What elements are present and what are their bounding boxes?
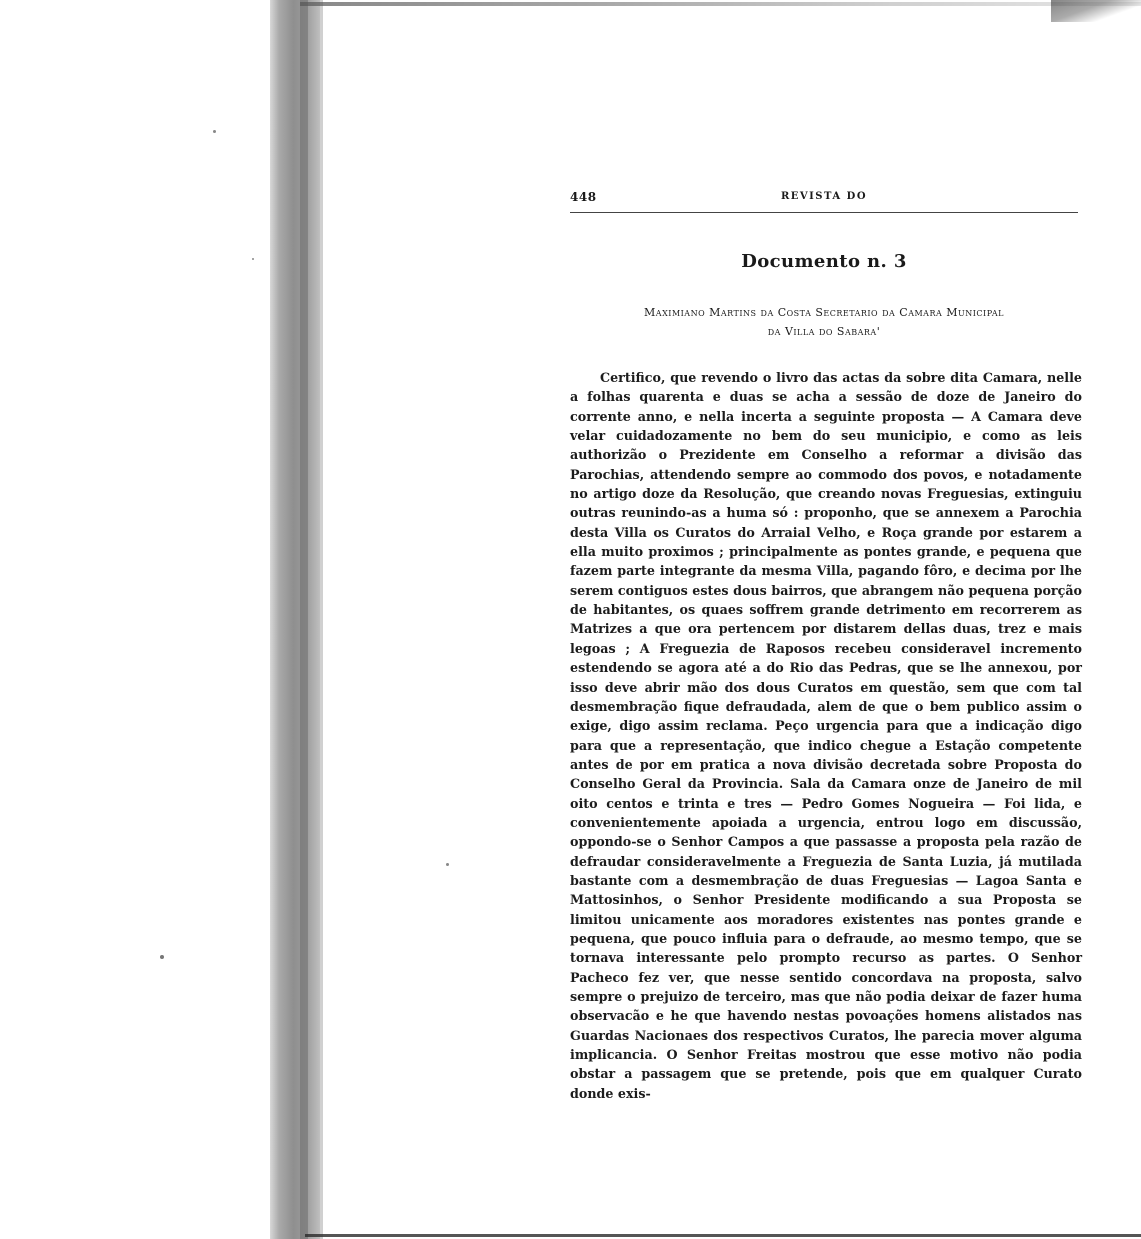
document-subtitle bbox=[570, 303, 1078, 341]
page-number: 448 bbox=[570, 190, 597, 204]
scan-speck bbox=[446, 863, 449, 866]
gutter-edge bbox=[320, 0, 323, 1239]
scan-corner-mark bbox=[1051, 0, 1141, 22]
page-gutter-shadow bbox=[270, 0, 322, 1239]
page-header bbox=[570, 190, 1078, 210]
scan-speck bbox=[160, 955, 164, 959]
gutter-fold bbox=[300, 0, 308, 1239]
scan-bottom-edge bbox=[305, 1234, 1141, 1237]
scan-speck bbox=[252, 258, 254, 260]
header-rule bbox=[570, 212, 1078, 213]
subtitle-line: da Villa do Sabara' bbox=[767, 325, 881, 338]
running-head: REVISTA DO bbox=[780, 191, 868, 202]
document-title: Documento n. 3 bbox=[741, 251, 907, 272]
scan-speck bbox=[213, 130, 216, 133]
subtitle-line: Maximiano Martins da Costa Secretario da Camara Municipal bbox=[644, 306, 1004, 319]
document-body: Certifico, que revendo o livro das actas da sobre dita Camara, nelle a folhas quarenta e duas se acha a sessão de doze de Janeiro do corrente anno, e nella incerta a seguinte proposta — A Camara deve velar cuidadozamente no bem do seu municipio, e como as leis authorizão o Prezidente em Conselho a reformar a divisão das Parochias, attendendo sempre ao commodo dos povos, e notadamente no artigo doze da Resolução, que creando novas Freguesias, extinguiu outras reunindo-as a huma só : proponho, que se annexem a Parochia desta Villa os Curatos do Arraial Velho, e Roça grande por estarem a ella muito proximos ; principalmente as pontes grande, e pequena que fazem parte integrante da mesma Villa, pagando fôro, e decima por lhe serem contiguos estes dous bairros, que abrangem não pequena porção de habitantes, os quaes soffrem grande detrimento em recorrerem as Matrizes a que ora pertencem por distarem dellas duas, trez e mais legoas ; A Freguezia de Raposos recebeu consideravel incremento estendendo se agora até a do Rio das Pedras, que se lhe annexou, por isso deve abrir mão dos dous Curatos em questão, sem que com tal desmembração fique defraudada, alem de que o bem publico assim o exige, digo assim reclama. Peço urgencia para que a indicação digo para que a representação, que indico chegue a Estação competente antes de por em pratica a nova divisão decretada sobre Proposta do Conselho Geral da Provincia. Sala da Camara onze de Janeiro de mil oito centos e trinta e tres — Pedro Gomes Nogueira — Foi lida, e convenientemente apoiada a urgencia, entrou logo em discussão, oppondo-se o Senhor Campos a que passasse a proposta pela razão de defraudar consideravelmente a Freguezia de Santa Luzia, já mutilada bastante com a desmembração de duas Freguesias — Lagoa Santa e Mattosinhos, o Senhor Presidente modificando a sua Proposta se limitou unicamente aos moradores existentes nas pontes grande e pequena, que pouco influia para o defraude, ao mesmo tempo, que se tornava interessante pelo prompto recurso as partes. O Senhor Pacheco fez ver, que nesse sentido concordava na proposta, salvo sempre o prejuizo de terceiro, mas que não podia deixar de fazer huma observacão e he que havendo nestas povoações homens alistados nas Guardas Nacionaes dos respectivos Curatos, lhe parecia mover alguma implicancia. O Senhor Freitas mostrou que esse motivo não podia obstar a passagem que se pretende, pois que em qualquer Curato donde exis- bbox=[570, 370, 1082, 1101]
scan-top-edge bbox=[300, 2, 1141, 6]
